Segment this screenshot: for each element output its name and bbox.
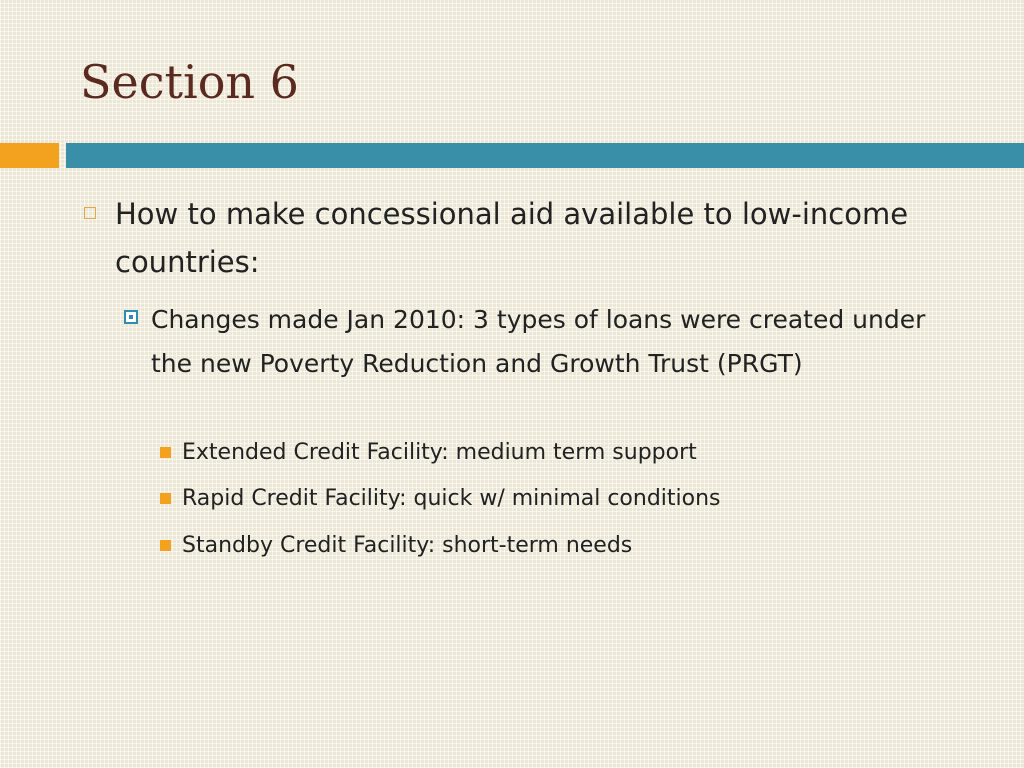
filled-square-bullet-icon bbox=[160, 540, 171, 551]
hollow-square-bullet-icon bbox=[84, 207, 96, 219]
bullet-level-2: Changes made Jan 2010: 3 types of loans were created under the new Poverty Reduction and Growth Trust (PRGT) bbox=[151, 305, 926, 378]
bullet-level-1: How to make concessional aid available to low-income countries: bbox=[115, 197, 909, 279]
bullet-level-3: Extended Credit Facility: medium term support bbox=[182, 440, 697, 465]
accent-bar bbox=[0, 143, 59, 168]
bullet-level-3: Rapid Credit Facility: quick w/ minimal conditions bbox=[182, 486, 721, 511]
header-divider-bar bbox=[66, 143, 1024, 168]
filled-square-bullet-icon bbox=[160, 493, 171, 504]
bullet-level-3: Standby Credit Facility: short-term needs bbox=[182, 533, 633, 558]
slide-title: Section 6 bbox=[80, 55, 299, 109]
filled-square-bullet-icon bbox=[160, 447, 171, 458]
boxed-square-bullet-icon bbox=[124, 310, 138, 324]
